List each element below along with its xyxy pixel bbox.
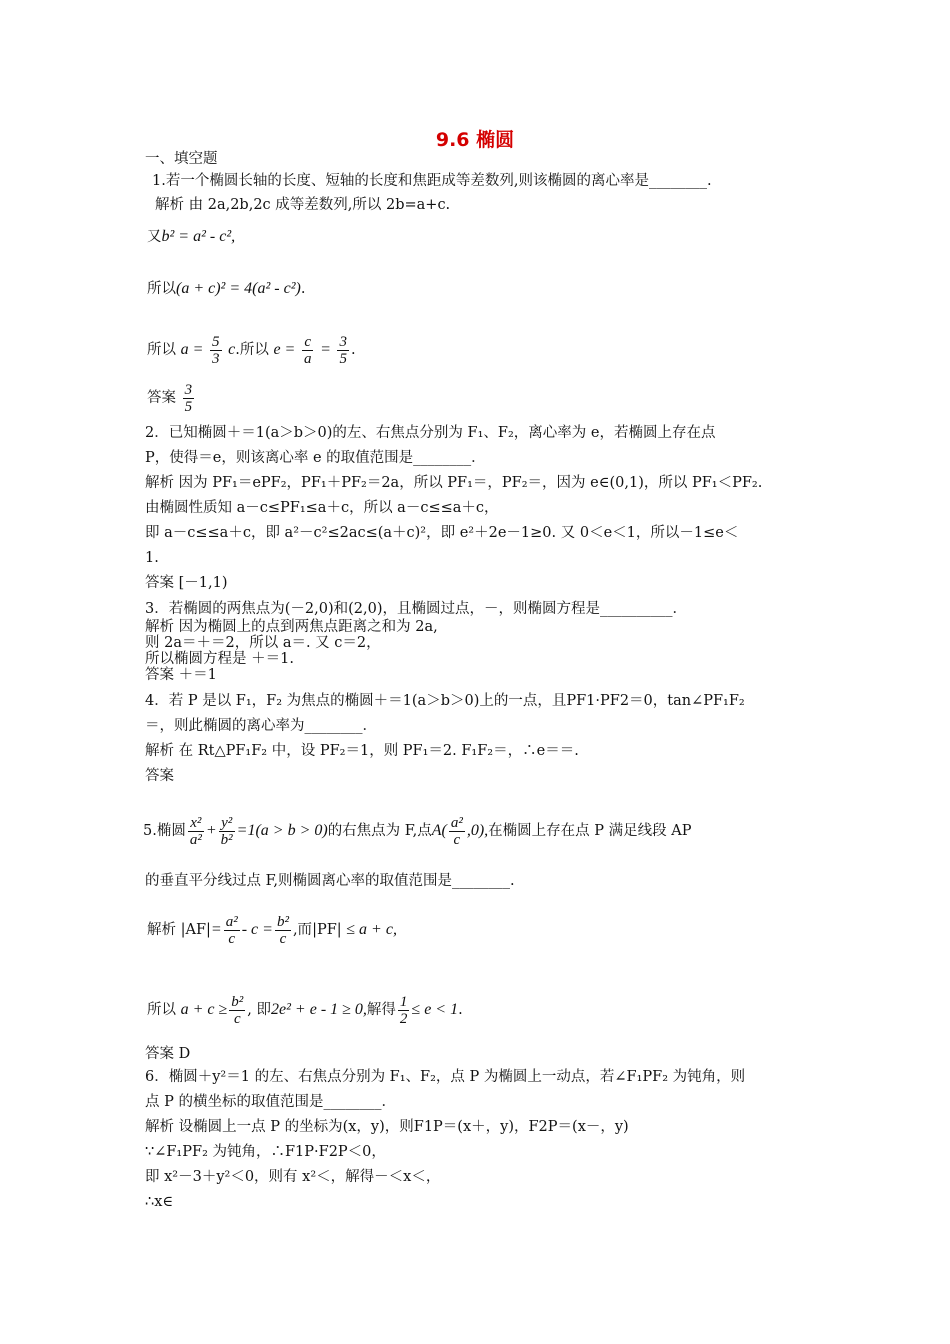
q5-ji: 即 [256,1002,272,1018]
q1-a-den: 3 [212,350,220,367]
q5-af-num: a² [225,913,238,930]
q5-analysis-label: 解析 [147,922,176,938]
q1-eq: = [320,341,331,358]
q1-e-fraction-2 [337,334,349,367]
q2-line2: P，使得＝e，则该离心率 e 的取值范围是________． [145,450,486,466]
q5-inequality: 2e² + e - 1 ≥ 0, [271,1001,367,1018]
q5-so: 所以 [147,1002,176,1018]
q5-a2: a² [189,831,202,848]
q6-line5: 即 x²－3＋y²＜0，则有 x²＜，解得－＜x＜， [145,1169,441,1185]
q1-so2: 所以 [147,342,176,358]
q1-e-fraction-1 [302,334,314,367]
q2-line3: 解析 因为 PF₁＝ePF₂，PF₁＋PF₂＝2a，所以 PF₁＝，PF₂＝，因为 e∈(0,1)，所以 PF₁＜PF₂. [145,475,763,491]
q5-mid: 的右焦点为 F,点 [327,823,432,839]
q5-x2: x² [188,815,204,832]
page-title: 9.6 椭圆 [435,129,515,151]
q1-analysis: 解析 由 2a,2b,2c 成等差数列,所以 2b=a+c. [155,197,451,213]
q5-x-fraction [188,815,204,848]
q1-so3: .所以 [235,342,269,358]
q4-line1: 4．若 P 是以 F₁，F₂ 为焦点的椭圆＋＝1(a＞b＞0)上的一点，且PF1·PF2＝0，tan∠PF₁F₂ [145,693,745,709]
q5-prefix: 5.椭圆 [143,823,186,839]
q5-half-num: 1 [399,993,408,1010]
q1-e-lhs: e = [273,341,296,358]
q5-b-num2: b² [231,993,244,1010]
q3-line4: 所以椭圆方程是 ＋＝1. [145,651,294,667]
q5-point-a: A( [431,822,447,839]
q1-answer [147,378,196,418]
q1-line-sq: 所以(a + c)² = 4(a² - c²). [147,280,306,297]
q1-a-rhs: c [228,341,236,358]
q2-line4: 由椭圆性质知 a－c≤PF₁≤a＋c，所以 a－c≤≤a＋c， [145,500,499,516]
q5-af-den: c [228,930,236,947]
q1-question: 1.若一个椭圆长轴的长度、短轴的长度和焦距成等差数列,则该椭圆的离心率是________. [152,173,712,189]
q5-b-num: b² [276,913,289,930]
q5-af: |AF| [180,922,211,938]
q5-jiede: 解得 [366,1002,396,1018]
q5-b-den2: c [233,1010,241,1027]
q1-answer-fraction [183,382,195,415]
q5-conclusion: 所以 a + c ≥ $\frac{\text{b²}}{c}$ , 即2e² + e - 1 ≥ 0,解得 $\frac{1}{2}$ ≤ e < 1. [147,993,463,1027]
q5-minus-c: - c = [241,921,273,938]
q5-comma: , [247,1002,252,1018]
q1-answer-label: 答案 [147,390,176,406]
q5-b-fraction-2 [229,994,245,1027]
q1-e-den2: 5 [339,350,347,367]
q1-so1: 所以 [147,281,176,297]
q1-you: 又 [147,229,162,245]
q5-answer: 答案 D [145,1046,191,1062]
q6-line1: 6．椭圆＋y²＝1 的左、右焦点分别为 F₁、F₂，点 P 为椭圆上一动点，若∠F₁PF₂ 为钝角，则 [145,1069,746,1085]
q5-ac-fraction [449,815,465,848]
q5-b-fraction [275,914,291,947]
q1-e-den1: a [303,350,312,367]
q5-line1 [143,802,691,860]
q5-line2: 的垂直平分线过点 F,则椭圆离心率的取值范围是________. [145,873,515,889]
q1-e-num1: c [302,334,314,351]
q5-half-den: 2 [399,1010,408,1027]
section-heading: 一、填空题 [145,151,218,167]
q5-tail: 在椭圆上存在点 P 满足线段 AP [488,823,692,839]
q4-line3: 解析 在 Rt△PF₁F₂ 中，设 PF₂＝1，则 PF₁＝2. F₁F₂＝，∴e＝＝. [145,743,579,759]
q2-line1: 2．已知椭圆＋＝1(a＞b＞0)的左、右焦点分别为 F₁、F₂，离心率为 e，若椭圆上存在点 [145,425,716,441]
q3-answer: 答案 ＋＝1 [145,667,217,683]
q6-line4: ∵∠F₁PF₂ 为钝角，∴F1P·F2P＜0， [145,1144,386,1160]
q1-e-num2: 3 [339,333,347,350]
q6-line6: ∴x∈ [145,1194,174,1210]
q5-b-den: c [279,930,287,947]
q1-sq-equation: (a + c)² = 4(a² - c²) [176,280,301,297]
q1-answer-den: 5 [184,398,193,415]
q1-line-b [147,228,235,246]
q3-line1: 3．若椭圆的两焦点为(－2,0)和(2,0)，且椭圆过点，－，则椭圆方程是__________． [145,601,687,617]
q5-b2: b² [220,831,233,848]
q5-point-a-end: ,0), [466,822,489,839]
q5-half-fraction [398,994,410,1027]
q1-answer-num: 3 [184,381,193,398]
q3-line3: 则 2a＝＋＝2，所以 a＝. 又 c＝2， [145,635,381,651]
q5-eq1: = [210,921,222,938]
q1-a-lhs: a = [180,341,204,358]
q5-er: ,而 [292,922,313,938]
q2-line6: 1. [145,550,159,566]
q2-line5: 即 a－c≤≤a＋c，即 a²－c²≤2ac≤(a＋c)²，即 e²＋2e－1≥0. 又 0＜e＜1，所以－1≤e＜ [145,525,739,541]
q2-answer: 答案 [－1,1) [145,575,228,591]
q1-b-equation: b² = a² - c², [161,228,236,245]
q5-ac-num: a² [450,814,463,831]
q5-ac-den: c [453,831,461,848]
q5-plus: + [205,822,217,839]
q5-pf-le: ≤ a + c, [346,921,397,938]
q1-a-fraction [210,334,222,367]
q5-apc: a + c ≥ [180,1001,228,1018]
q1-line-ae: 所以 a = $\frac{5}{3}$ c.所以 e = $\frac{c}{a}$ = $\frac{3}{5}$ . [147,333,356,367]
q5-e-range: ≤ e < 1 [411,1001,459,1018]
q5-af-fraction [224,914,240,947]
q5-analysis [147,900,397,960]
q1-a-num: 5 [212,333,220,350]
q3-line2: 解析 因为椭圆上的点到两焦点距离之和为 2a, [145,619,438,635]
q5-y-fraction [219,815,235,848]
q6-line3: 解析 设椭圆上一点 P 的坐标为(x，y)，则F1P＝(x＋，y)，F2P＝(x－，y) [145,1119,629,1135]
q4-line2: ＝，则此椭圆的离心率为________． [145,718,377,734]
q6-line2: 点 P 的横坐标的取值范围是________． [145,1094,396,1110]
q5-y2: y² [219,815,235,832]
q5-condition: =1(a > b > 0) [236,822,328,839]
q5-pf: |PF| [312,922,342,938]
q4-answer: 答案 [145,768,174,784]
